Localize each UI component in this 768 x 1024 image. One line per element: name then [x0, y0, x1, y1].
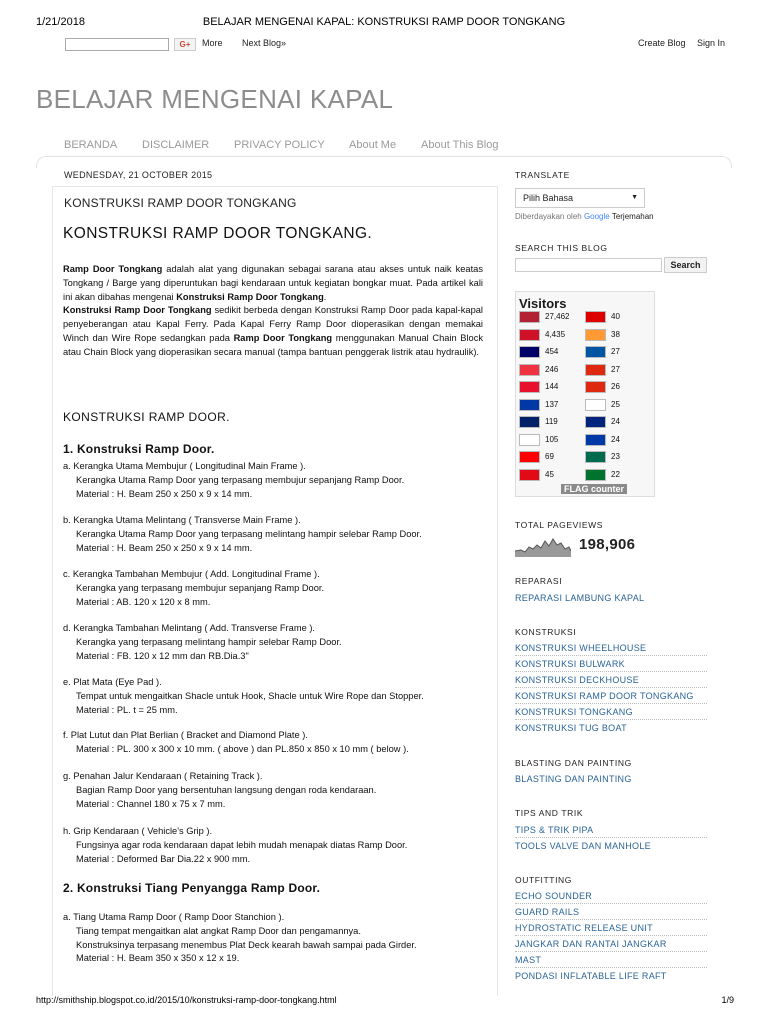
post-intro — [63, 263, 483, 360]
item-line: Material : PL. t = 25 mm. — [76, 704, 178, 715]
powered-text: Diberdayakan oleh — [515, 212, 584, 221]
list-item — [63, 911, 493, 966]
intro-text: adalah alat yang digunakan sebagai sarana atau akses untuk naik keatas Tongkang / Barge yang diperuntukan bagi kendaraan untuk kegiatan bongkar muat. Pada artikel kali ini akan dibahas mengenai — [63, 264, 483, 302]
item-line: Fungsinya agar roda kendaraan dapat lebih mudah menapak diatas Ramp Door. — [76, 839, 408, 850]
country-flag-icon — [585, 451, 606, 463]
google-plus-button[interactable]: G+ — [174, 38, 196, 51]
item-line: Konstruksinya terpasang menembus Plat Deck kearah bawah sampai pada Girder. — [76, 939, 417, 950]
visitor-count: 27,462 — [545, 312, 570, 321]
blogger-navbar — [0, 36, 768, 54]
item-head: e. Plat Mata (Eye Pad ). — [63, 677, 162, 687]
flag-counter-logo: FLAG counter — [561, 484, 627, 494]
section-title: KONSTRUKSI RAMP DOOR. — [63, 410, 230, 424]
item-line: Kerangka yang terpasang membujur sepanjang Ramp Door. — [76, 582, 325, 593]
visitor-count: 27 — [611, 364, 620, 374]
intro-bold: Konstruksi Ramp Door Tongkang — [176, 291, 324, 302]
sidebar-link[interactable]: KONSTRUKSI RAMP DOOR TONGKANG — [515, 691, 707, 704]
country-flag-icon — [585, 416, 606, 428]
print-page-number: 1/9 — [721, 995, 734, 1005]
print-title: BELAJAR MENGENAI KAPAL: KONSTRUKSI RAMP DOOR TONGKANG — [202, 16, 566, 28]
sidebar-link[interactable]: ECHO SOUNDER — [515, 891, 707, 904]
item-line: Material : PL. 300 x 300 x 10 mm. ( above ) dan PL.850 x 850 x 10 mm ( below ). — [76, 743, 409, 754]
visitor-count: 40 — [611, 312, 620, 321]
language-select-value: Pilih Bahasa — [523, 193, 574, 203]
tab-about-this-blog[interactable]: About This Blog — [421, 139, 499, 151]
visitor-count: 4,435 — [545, 329, 566, 339]
country-flag-icon — [519, 364, 540, 376]
sidebar-link[interactable]: KONSTRUKSI WHEELHOUSE — [515, 643, 707, 656]
item-line: Material : H. Beam 250 x 250 x 9 x 14 mm. — [76, 542, 253, 553]
item-line: Kerangka yang terpasang melintang hampir selebar Ramp Door. — [76, 636, 342, 647]
sidebar-link[interactable]: REPARASI LAMBUNG KAPAL — [515, 593, 645, 603]
subsection-title: 1. Konstruksi Ramp Door. — [63, 442, 215, 456]
tab-about-me[interactable]: About Me — [349, 139, 397, 151]
visitor-count: 69 — [545, 452, 554, 461]
item-line: Material : H. Beam 350 x 350 x 12 x 19. — [76, 953, 240, 964]
visitor-count: 119 — [545, 417, 558, 426]
country-flag-icon — [585, 381, 606, 393]
list-item — [63, 676, 493, 717]
visitor-count: 144 — [545, 382, 559, 391]
visitor-count: 45 — [545, 469, 554, 479]
intro-text: . — [323, 291, 327, 302]
country-flag-icon — [519, 451, 540, 463]
sidebar-link[interactable]: JANGKAR DAN RANTAI JANGKAR — [515, 939, 707, 952]
list-item — [63, 568, 493, 609]
country-flag-icon — [585, 311, 606, 323]
intro-bold: Konstruksi Ramp Door Tongkang — [63, 305, 212, 316]
item-line: Material : AB. 120 x 120 x 8 mm. — [76, 596, 211, 607]
translate-heading: TRANSLATE — [515, 170, 570, 180]
translate-link[interactable]: Terjemahan — [609, 212, 654, 221]
item-line: Tiang tempat mengaitkan alat angkat Ramp Door dan pengamannya. — [76, 925, 361, 936]
item-head: c. Kerangka Tambahan Membujur ( Add. Longitudinal Frame ). — [63, 569, 320, 579]
sidebar-link[interactable]: TOOLS VALVE DAN MANHOLE — [515, 841, 651, 851]
pageviews-heading: TOTAL PAGEVIEWS — [515, 520, 604, 530]
sidebar-link[interactable]: KONSTRUKSI TONGKANG — [515, 707, 707, 720]
country-flag-icon — [519, 346, 540, 358]
item-head: a. Kerangka Utama Membujur ( Longitudinal Main Frame ). — [63, 461, 306, 471]
sign-in-link[interactable]: Sign In — [697, 38, 726, 48]
list-item — [63, 514, 493, 555]
google-link[interactable]: Google — [583, 212, 610, 221]
dropdown-arrow-icon: ▼ — [631, 194, 638, 201]
blog-title[interactable]: BELAJAR MENGENAI KAPAL — [36, 84, 394, 114]
item-line: Bagian Ramp Door yang bersentuhan langsung dengan roda kendaraan. — [76, 784, 377, 795]
country-flag-icon — [585, 364, 606, 376]
print-date: 1/21/2018 — [36, 16, 85, 28]
country-flag-icon — [519, 381, 540, 393]
visitor-count: 105 — [545, 434, 559, 444]
reparasi-heading: REPARASI — [515, 576, 563, 586]
outfitting-heading: OUTFITTING — [515, 875, 572, 885]
sidebar-link[interactable]: KONSTRUKSI BULWARK — [515, 659, 707, 672]
create-blog-link[interactable]: Create Blog — [638, 38, 686, 48]
tab-disclaimer[interactable]: DISCLAIMER — [142, 139, 210, 151]
blog-search-input[interactable] — [515, 258, 662, 272]
visitor-count: 24 — [611, 417, 620, 426]
country-flag-icon — [519, 469, 540, 481]
sidebar-link[interactable]: PONDASI INFLATABLE LIFE RAFT — [515, 971, 667, 981]
visitor-count: 23 — [611, 452, 620, 461]
visitor-count: 38 — [611, 329, 620, 339]
search-button[interactable]: Search — [664, 257, 707, 273]
tab-beranda[interactable]: BERANDA — [64, 139, 118, 151]
visitor-count: 454 — [545, 347, 559, 356]
list-item — [63, 460, 493, 501]
item-line: Kerangka Utama Ramp Door yang terpasang membujur sepanjang Ramp Door. — [76, 474, 405, 485]
item-head: g. Penahan Jalur Kendaraan ( Retaining Track ). — [63, 771, 263, 781]
item-head: d. Kerangka Tambahan Melintang ( Add. Transverse Frame ). — [63, 623, 316, 633]
tips-heading: TIPS AND TRIK — [515, 808, 584, 818]
item-line: Material : Channel 180 x 75 x 7 mm. — [76, 798, 226, 809]
country-flag-icon — [585, 399, 606, 411]
blasting-heading: BLASTING DAN PAINTING — [515, 758, 632, 768]
more-link[interactable]: More — [202, 38, 223, 48]
country-flag-icon — [519, 399, 540, 411]
country-flag-icon — [585, 329, 606, 341]
item-line: Material : FB. 120 x 12 mm dan RB.Dia.3" — [76, 650, 249, 661]
item-head: b. Kerangka Utama Melintang ( Transverse Main Frame ). — [63, 515, 301, 525]
tab-privacy-policy[interactable]: PRIVACY POLICY — [234, 139, 325, 151]
next-blog-link[interactable]: Next Blog» — [242, 38, 287, 48]
item-head: h. Grip Kendaraan ( Vehicle's Grip ). — [63, 826, 213, 836]
post-title[interactable]: KONSTRUKSI RAMP DOOR TONGKANG — [64, 196, 297, 210]
sidebar-link[interactable]: KONSTRUKSI TUG BOAT — [515, 723, 627, 733]
item-head: a. Tiang Utama Ramp Door ( Ramp Door Stanchion ). — [63, 912, 285, 922]
visitor-count: 27 — [611, 347, 620, 356]
item-line: Material : H. Beam 250 x 250 x 9 x 14 mm. — [76, 488, 253, 499]
language-select[interactable] — [515, 188, 645, 208]
country-flag-icon — [585, 434, 606, 446]
flag-counter-widget[interactable] — [515, 291, 655, 497]
post-heading: KONSTRUKSI RAMP DOOR TONGKANG. — [63, 225, 373, 242]
list-item — [63, 770, 493, 811]
country-flag-icon — [519, 329, 540, 341]
sidebar-link[interactable]: GUARD RAILS — [515, 907, 707, 920]
visitor-count: 25 — [611, 399, 620, 409]
visitor-count: 26 — [611, 382, 620, 391]
sidebar-link[interactable]: HYDROSTATIC RELEASE UNIT — [515, 923, 707, 936]
content-frame — [36, 156, 732, 168]
country-flag-icon — [519, 311, 540, 323]
sidebar-link[interactable]: KONSTRUKSI DECKHOUSE — [515, 675, 707, 688]
sidebar-link[interactable]: BLASTING DAN PAINTING — [515, 774, 632, 784]
country-flag-icon — [519, 416, 540, 428]
item-line: Material : Deformed Bar Dia.22 x 900 mm. — [76, 853, 251, 864]
list-item — [63, 825, 493, 866]
search-heading: SEARCH THIS BLOG — [515, 243, 608, 253]
country-flag-icon — [585, 469, 606, 481]
list-item — [63, 729, 493, 757]
konstruksi-heading: KONSTRUKSI — [515, 627, 577, 637]
sidebar-link[interactable]: MAST — [515, 955, 707, 968]
item-head: f. Plat Lutut dan Plat Berlian ( Bracket and Diamond Plate ). — [63, 730, 308, 740]
visitor-count: 24 — [611, 434, 620, 444]
subsection-title: 2. Konstruksi Tiang Penyangga Ramp Door. — [63, 881, 321, 895]
intro-bold: Ramp Door Tongkang — [233, 332, 333, 343]
visitor-count: 246 — [545, 364, 559, 374]
pageviews-count: 198,906 — [579, 536, 636, 553]
navbar-search-input[interactable] — [65, 38, 169, 51]
visitor-count: 22 — [611, 469, 620, 479]
pageviews-sparkline-icon — [515, 533, 571, 557]
item-line: Kerangka Utama Ramp Door yang terpasang melintang hampir selebar Ramp Door. — [76, 528, 422, 539]
post-date-header: WEDNESDAY, 21 OCTOBER 2015 — [64, 170, 213, 180]
item-line: Tempat untuk mengaitkan Shacle untuk Hook, Shacle untuk Wire Rope dan Stopper. — [76, 690, 424, 701]
intro-bold: Ramp Door Tongkang — [63, 264, 163, 274]
print-url: http://smithship.blogspot.co.id/2015/10/konstruksi-ramp-door-tongkang.html — [36, 995, 337, 1005]
powered-by-google — [515, 212, 654, 221]
country-flag-icon — [519, 434, 540, 446]
intro-text: sedikit berbeda dengan Konstruksi Ramp Door pada kapal-kapal penyeberangan atau Kapal Ferry. Pada Kapal Ferry Ramp Door dioperasikan dengan memakai Winch dan Wire Rope sedangkan pada — [63, 305, 483, 343]
visitors-title: Visitors — [519, 296, 567, 311]
list-item — [63, 622, 493, 663]
visitor-count: 137 — [545, 399, 559, 409]
country-flag-icon — [585, 346, 606, 358]
sidebar-link[interactable]: TIPS & TRIK PIPA — [515, 825, 707, 838]
intro-text: menggunakan Manual Chain Block atau Chain Block yang dioperasikan secara manual (tampa bantuan penggerak listrik atau hydraulik). — [63, 332, 484, 357]
